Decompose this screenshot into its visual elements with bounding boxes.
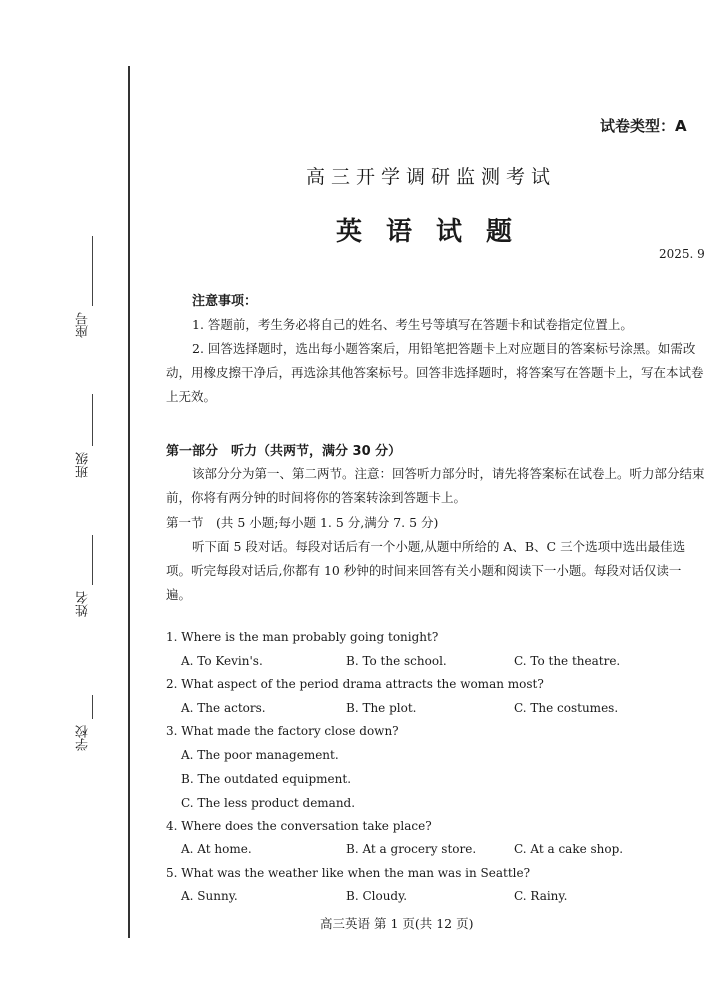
question-4: 4. Where does the conversation take place? xyxy=(166,819,432,833)
seat-number-field[interactable] xyxy=(74,236,98,346)
q5-option-b[interactable]: B. Cloudy. xyxy=(346,889,408,903)
section1-intro: 听下面 5 段对话。每段对话后有一个小题,从题中所给的 A、B、C 三个选项中选出最佳选项。听完每段对话后,你都有 10 秒钟的时间来回答有关小题和阅读下一小题。每段对话仅读一遍。 xyxy=(166,539,686,602)
q4-option-a[interactable]: A. At home. xyxy=(181,842,252,856)
school-label: 学校 xyxy=(76,725,91,751)
q2-option-b[interactable]: B. The plot. xyxy=(346,701,417,715)
q5-option-c[interactable]: C. Rainy. xyxy=(514,889,568,903)
part1-heading: 第一部分 听力（共两节，满分 30 分） xyxy=(166,444,402,459)
question-1: 1. Where is the man probably going tonight? xyxy=(166,630,439,644)
q4-option-c[interactable]: C. At a cake shop. xyxy=(514,842,624,856)
binding-line xyxy=(128,66,130,938)
paper-type: 试卷类型：A xyxy=(600,117,687,135)
q2-option-c[interactable]: C. The costumes. xyxy=(514,701,619,715)
notice-heading: 注意事项： xyxy=(192,294,258,309)
notice-item-1: 1. 答题前，考生务必将自己的姓名、考生号等填写在答题卡和试卷指定位置上。 xyxy=(192,317,633,332)
name-field[interactable] xyxy=(74,535,98,655)
seat-number-label: 座号 xyxy=(76,312,91,338)
subject-title: 英语试题 xyxy=(336,217,537,247)
class-field[interactable] xyxy=(74,394,98,504)
q3-option-b[interactable]: B. The outdated equipment. xyxy=(181,772,352,786)
q5-option-a[interactable]: A. Sunny. xyxy=(181,889,238,903)
class-underline xyxy=(92,394,93,446)
q3-option-c[interactable]: C. The less product demand. xyxy=(181,796,356,810)
class-label: 班级 xyxy=(76,452,91,478)
exam-date: 2025. 9 xyxy=(659,247,705,261)
school-field[interactable] xyxy=(74,695,98,775)
question-2: 2. What aspect of the period drama attracts the woman most? xyxy=(166,677,544,691)
question-3: 3. What made the factory close down? xyxy=(166,724,399,738)
q1-option-b[interactable]: B. To the school. xyxy=(346,654,447,668)
q4-option-b[interactable]: B. At a grocery store. xyxy=(346,842,477,856)
school-underline xyxy=(92,695,93,719)
q1-option-c[interactable]: C. To the theatre. xyxy=(514,654,621,668)
name-label: 姓名 xyxy=(76,591,91,617)
q2-option-a[interactable]: A. The actors. xyxy=(181,701,266,715)
part1-intro: 该部分分为第一、第二两节。注意：回答听力部分时，请先将答案标在试卷上。听力部分结束前，你将有两分钟的时间将你的答案转涂到答题卡上。 xyxy=(166,466,705,505)
q3-option-a[interactable]: A. The poor management. xyxy=(181,748,339,762)
seat-number-underline xyxy=(92,236,93,306)
name-underline xyxy=(92,535,93,585)
question-5: 5. What was the weather like when the man was in Seattle? xyxy=(166,866,531,880)
notice-item-2: 2. 回答选择题时，选出每小题答案后，用铅笔把答题卡上对应题目的答案标号涂黑。如需改动，用橡皮擦干净后，再选涂其他答案标号。回答非选择题时，将答案写在答题卡上，写在本试卷上无效。 xyxy=(166,341,704,404)
page-footer: 高三英语 第 1 页(共 12 页) xyxy=(320,916,474,931)
q1-option-a[interactable]: A. To Kevin's. xyxy=(181,654,263,668)
exam-title: 高三开学调研监测考试 xyxy=(306,166,557,188)
section1-heading: 第一节 (共 5 小题;每小题 1. 5 分,满分 7. 5 分) xyxy=(166,515,439,530)
